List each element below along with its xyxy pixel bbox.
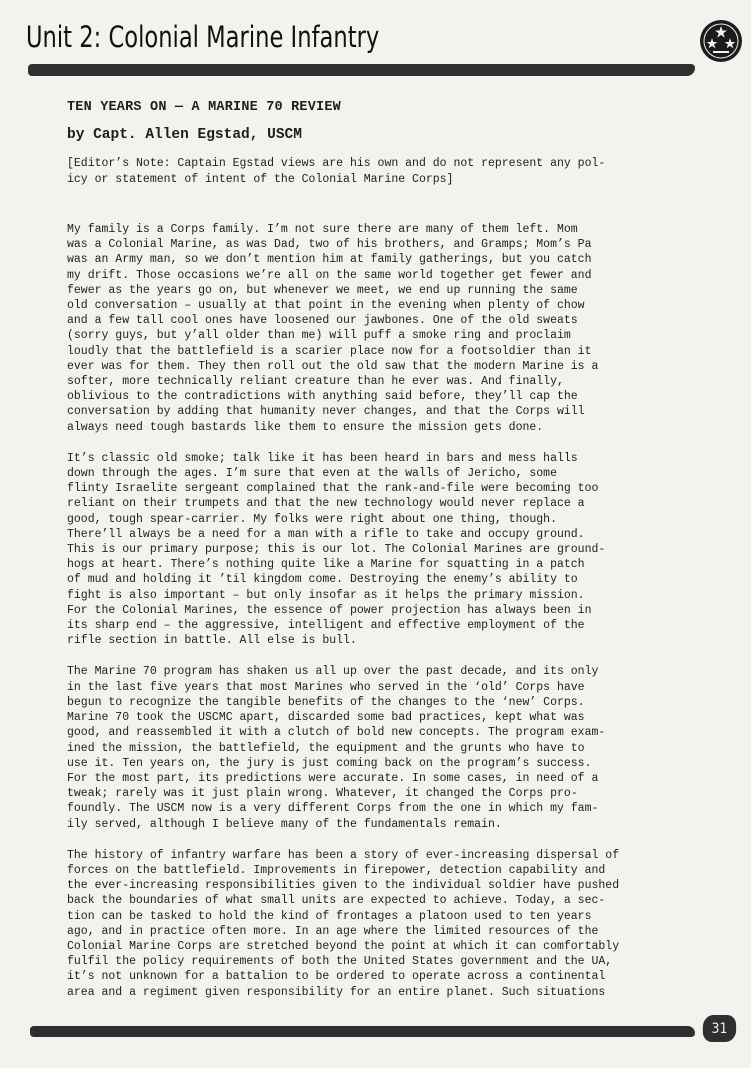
text-line: area and a regiment given responsibility for an entire planet. Such situations bbox=[67, 985, 606, 999]
paragraph-4 bbox=[67, 848, 622, 1000]
article-headline: TEN YEARS ON — A MARINE 70 REVIEW bbox=[67, 100, 341, 115]
article-body bbox=[67, 222, 637, 1000]
text-line: hogs at heart. There’s nothing quite like a Marine for squatting in a patch bbox=[67, 558, 585, 572]
text-line: it’s not unknown for a battalion to be ordered to operate across a continental bbox=[67, 970, 606, 984]
text-line: For the Colonial Marines, the essence of power projection has always been in bbox=[67, 603, 592, 617]
text-line: tion can be tasked to hold the kind of frontages a platoon used to ten years bbox=[67, 909, 592, 923]
text-line: forces on the battlefield. Improvements in firepower, detection capability and bbox=[67, 863, 606, 877]
text-line: back the boundaries of what small units are expected to achieve. Today, a sec- bbox=[67, 894, 606, 908]
text-line: conversation by adding that humanity never changes, and that the Corps will bbox=[67, 405, 585, 419]
text-line: my drift. Those occasions we’re all on the same world together get fewer and bbox=[67, 268, 592, 282]
text-line: fewer as the years go on, but whenever we meet, we end up running the same bbox=[67, 283, 578, 297]
text-line: begun to recognize the tangible benefits of the changes to the ‘new’ Corps. bbox=[67, 695, 585, 709]
editor-note-line: icy or statement of intent of the Colonial Marine Corps] bbox=[67, 173, 454, 186]
text-line: ever was for them. They then roll out the old saw that the modern Marine is a bbox=[67, 359, 599, 373]
footer-bar bbox=[30, 1026, 695, 1037]
text-line: good, and reassembled it with a clutch of bold new concepts. The program exam- bbox=[67, 726, 606, 740]
header-bar bbox=[28, 64, 695, 76]
text-line: My family is a Corps family. I’m not sure there are many of them left. Mom bbox=[67, 223, 578, 236]
text-line: the ever-increasing responsibilities given to the individual soldier have pushed bbox=[67, 879, 620, 893]
text-line: and a few tall cool ones have loosened our jawbones. One of the old sweats bbox=[67, 314, 578, 328]
editor-note-line: [Editor’s Note: Captain Egstad views are his own and do not represent any pol- bbox=[67, 157, 606, 170]
text-line: oblivious to the contradictions with anything said before, they’ll cap the bbox=[67, 390, 578, 404]
text-line: old conversation – usually at that point in the evening when plenty of chow bbox=[67, 299, 585, 313]
text-line: There’ll always be a need for a man with a rifle to take and occupy ground. bbox=[67, 527, 585, 541]
text-line: was a Colonial Marine, as was Dad, two of his brothers, and Gramps; Mom’s Pa bbox=[67, 238, 592, 252]
text-line: use it. Ten years on, the jury is just coming back on the program’s success. bbox=[67, 756, 592, 770]
text-line: foundly. The USCM now is a very different Corps from the one in which my fam- bbox=[67, 802, 599, 816]
text-line: reliant on their trumpets and that the new technology would never replace a bbox=[67, 497, 585, 511]
text-line: loudly that the battlefield is a scarier place now for a footsoldier than it bbox=[67, 344, 592, 358]
text-line: softer, more technically reliant creature than he ever was. And finally, bbox=[67, 375, 564, 389]
text-line: its sharp end – the aggressive, intelligent and effective employment of the bbox=[67, 619, 585, 633]
paragraph-1 bbox=[67, 222, 622, 435]
text-line: fulfil the policy requirements of both the United States government and the UA, bbox=[67, 955, 613, 969]
text-line: ined the mission, the battlefield, the equipment and the grunts who have to bbox=[67, 741, 585, 755]
text-line: down through the ages. I’m sure that even at the walls of Jericho, some bbox=[67, 467, 557, 481]
text-line: Marine 70 took the USCMC apart, discarded some bad practices, kept what was bbox=[67, 711, 585, 725]
text-line: ago, and in practice often more. In an age where the limited resources of the bbox=[67, 924, 599, 938]
article-byline: by Capt. Allen Egstad, USCM bbox=[67, 127, 302, 143]
text-line: This is our primary purpose; this is our lot. The Colonial Marines are ground- bbox=[67, 543, 606, 557]
text-line: rifle section in battle. All else is bull. bbox=[67, 634, 357, 648]
text-line: in the last five years that most Marines who served in the ‘old’ Corps have bbox=[67, 680, 585, 694]
text-line: flinty Israelite sergeant complained that the rank-and-file were becoming too bbox=[67, 482, 599, 496]
text-line: The history of infantry warfare has been a story of ever-increasing dispersal of bbox=[67, 848, 620, 862]
text-line: For the most part, its predictions were accurate. In some cases, in need of a bbox=[67, 771, 599, 785]
text-line: ily served, although I believe many of the fundamentals remain. bbox=[67, 817, 502, 831]
text-line: tweak; rarely was it just plain wrong. Whatever, it changed the Corps pro- bbox=[67, 787, 578, 801]
paragraph-3 bbox=[67, 664, 622, 831]
text-line: was an Army man, so we don’t mention him at family gatherings, but you catch bbox=[67, 253, 592, 267]
editor-note bbox=[67, 156, 627, 188]
text-line: good, tough spear-carrier. My folks were right about one thing, though. bbox=[67, 512, 557, 526]
text-line: (sorry guys, but y’all older than me) will puff a smoke ring and proclaim bbox=[67, 329, 571, 343]
text-line: fight is also important – but only insofar as it helps the primary mission. bbox=[67, 588, 585, 602]
text-line: It’s classic old smoke; talk like it has been heard in bars and mess halls bbox=[67, 451, 578, 465]
article bbox=[67, 98, 637, 1016]
text-line: Colonial Marine Corps are stretched beyond the point at which it can comfortably bbox=[67, 939, 620, 953]
page-number: 31 bbox=[703, 1015, 736, 1042]
usc-star-emblem-icon bbox=[699, 19, 743, 63]
unit-title: Unit 2: Colonial Marine Infantry bbox=[26, 20, 380, 54]
paragraph-2 bbox=[67, 451, 622, 649]
text-line: always need tough bastards like them to ensure the mission gets done. bbox=[67, 420, 544, 434]
text-line: The Marine 70 program has shaken us all up over the past decade, and its only bbox=[67, 665, 599, 679]
text-line: of mud and holding it ’til kingdom come. Destroying the enemy’s ability to bbox=[67, 573, 578, 587]
